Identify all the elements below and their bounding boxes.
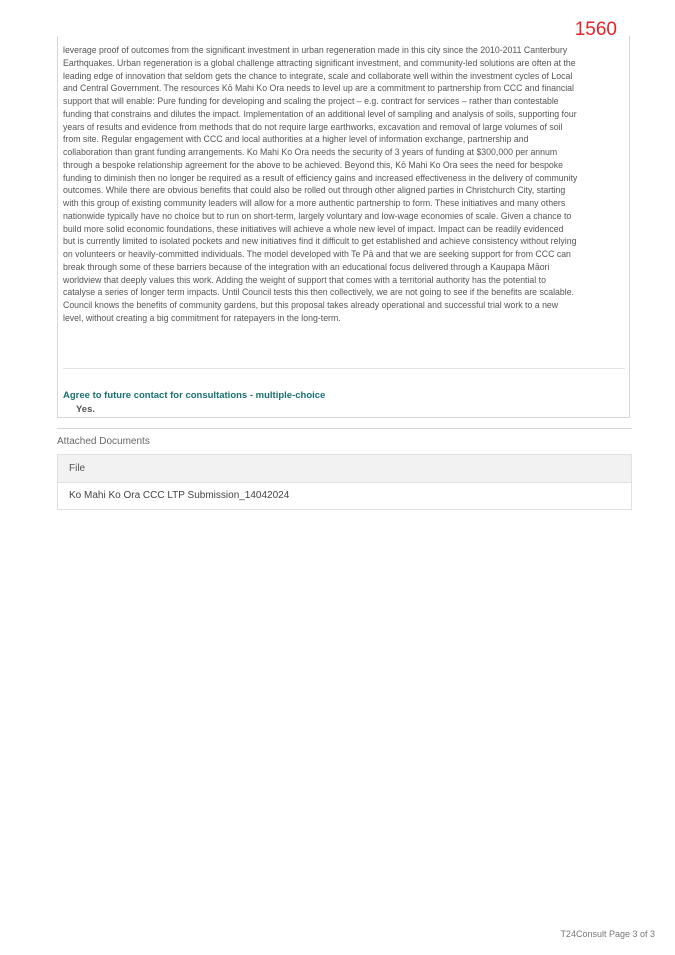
file-column-header: File [58,455,631,483]
attachments-table [57,454,632,510]
response-paragraph: leverage proof of outcomes from the significant investment in urban regeneration made in this city since the 2010-2011 Canterbury Earthquakes. Urban regeneration is a global challenge attracting significant investment, and community-led solutions are often at the leading edge of innovation that seldom gets the chance to integrate, scale and collaborate well within the investment cycles of Local and Central Government. The resources Kō Mahi Ko Ora needs to level up are a commitment to partnership from CCC and financial support that will enable: Pure funding for developing and scaling the project – e.g. contract for services – rather than contestable funding that constrains and dilutes the impact. Implementation of an additional level of sampling and analysis of soils, supporting four years of results and evidence from methods that do not require large earthworks, excavation and removal of large volumes of soil from site. Regular engagement with CCC and local authorities at a higher level of information exchange, partnership and collaboration than grant funding arrangements. Ko Mahi Ko Ora needs the security of 3 years of funding at $300,000 per annum through a bespoke relationship agreement for the above to be achieved. Beyond this, Kō Mahi Ko Ora sees the need for bespoke funding to diminish then no longer be required as a result of efficiency gains and increased effectiveness in the delivery of community outcomes. While there are obvious benefits that could also be rolled out through other aligned parties in Christchurch City, starting with this group of existing community leaders will allow for a more authentic partnership to form. These initiatives and many others nationwide typically have no choice but to run on short-term, largely voluntary and low-wage economies of scale. Given a chance to build more solid economic foundations, these initiatives will achieve a whole new level of impact. Impact can be readily evidenced but is currently limited to isolated pockets and new initiatives find it difficult to get established and achieve consistency without relying on volunteers or heavily-committed individuals. The model developed with Te Pā and that we are seeking support for from CCC can break through some of these barriers because of the integration with an educational focus delivered through a Kaupapa Māori worldview that deeply values this work. Adding the weight of support that comes with a territorial authority has the potential to catalyse a series of longer term impacts. Until Council tests this then collectively, we are not going to see if the benefits are scalable. Council knows the benefits of community gardens, but this proposal takes already operational and successful trial work to a new level, without creating a big commitment for ratepayers in the long-term. [63,45,578,323]
page-footer: T24Consult Page 3 of 3 [560,929,655,939]
question-label: Agree to future contact for consultations - multiple-choice [63,390,326,401]
attached-documents-heading: Attached Documents [57,436,150,447]
response-text [63,44,578,325]
question-answer: Yes. [76,404,96,415]
file-name-link[interactable]: Ko Mahi Ko Ora CCC LTP Submission_14042024 [69,490,290,501]
file-row[interactable] [58,483,631,509]
section-divider [57,428,632,429]
response-panel [57,36,630,418]
submission-number: 1560 [574,19,617,40]
divider [63,368,625,369]
